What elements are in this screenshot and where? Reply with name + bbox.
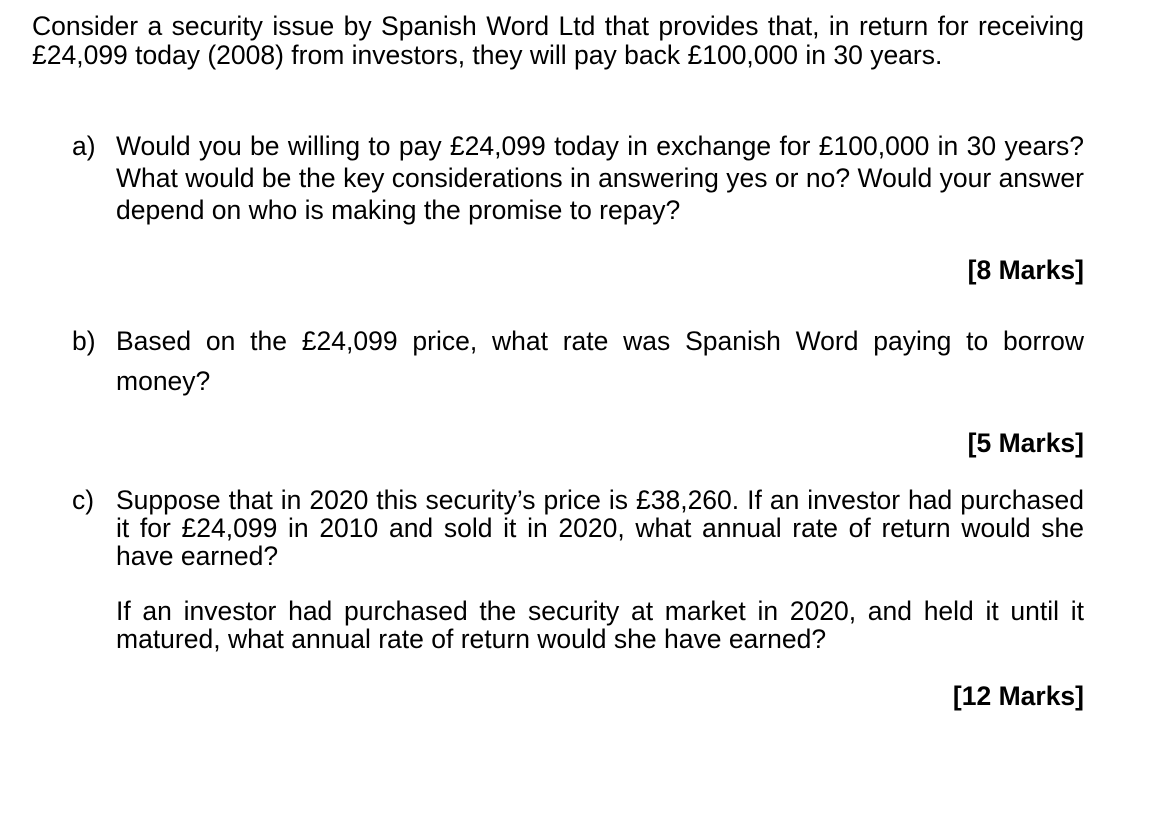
question-a (72, 130, 1084, 226)
question-b (72, 321, 1084, 401)
question-c-text: Suppose that in 2020 this security’s price is £38,260. If an investor had purchased it for £24,099 in 2010 and sold it in 2020, what annual rate of return would she have earned? (116, 485, 1084, 571)
question-c-marks: [12 Marks] (952, 681, 1084, 711)
question-a-text: Would you be willing to pay £24,099 today in exchange for £100,000 in 30 years? What would be the key considerations in answering yes or no? Would your answer depend on who is making the promise to repay? (116, 131, 1084, 225)
question-b-letter: b) (72, 326, 96, 356)
question-a-marks: [8 Marks] (967, 255, 1084, 285)
question-c (72, 486, 1084, 570)
question-c-text-2: If an investor had purchased the security at market in 2020, and held it until it matured, what annual rate of return would she have earned? (116, 596, 1084, 654)
question-b-marks: [5 Marks] (967, 428, 1084, 458)
question-a-letter: a) (72, 131, 96, 161)
intro-paragraph: Consider a security issue by Spanish Word Ltd that provides that, in return for receiving £24,099 today (2008) from investors, they will pay back £100,000 in 30 years. (32, 11, 1084, 70)
question-c-letter: c) (72, 485, 95, 515)
question-c-part-2 (72, 597, 1084, 653)
question-b-text: Based on the £24,099 price, what rate was Spanish Word paying to borrow money? (116, 326, 1084, 396)
